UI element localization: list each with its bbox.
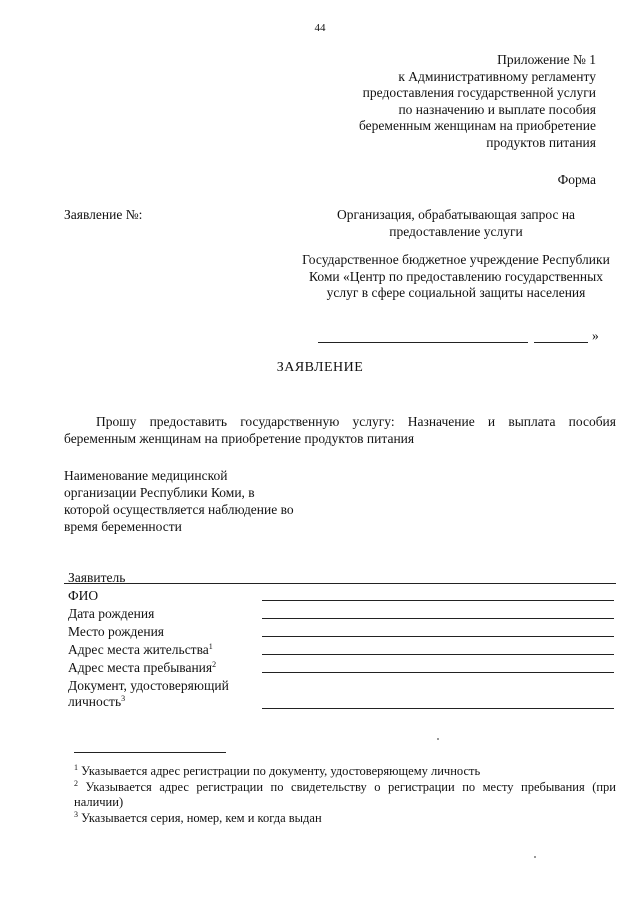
residence-address-line[interactable] (262, 654, 614, 655)
footnote-text: Указывается адрес регистрации по документу, удостоверяющему личность (81, 764, 481, 778)
footnote-mark: 3 (74, 809, 78, 819)
footnote-mark: 2 (74, 778, 78, 788)
birth-place-line[interactable] (262, 636, 614, 637)
appendix-line: Приложение № 1 (497, 52, 596, 67)
identity-document-field (68, 678, 258, 710)
medical-organization-label: Наименование медицинской организации Республики Коми, в которой осуществляется наблюдение во время беременности (64, 468, 294, 534)
appendix-line: предоставления государственной услуги (362, 85, 596, 100)
scan-speck (437, 738, 439, 740)
footnote-item (74, 811, 616, 827)
closing-quote: » (592, 328, 599, 343)
identity-document-line[interactable] (262, 708, 614, 709)
appendix-line: продуктов питания (486, 134, 596, 150)
appendix-header (276, 52, 596, 151)
scan-speck (534, 856, 536, 858)
footnote-mark: 3 (121, 694, 126, 703)
footnote-text: Указывается серия, номер, кем и когда выдан (81, 810, 322, 825)
request-text: Прошу предоставить государственную услугу: Назначение и выплата пособия беременным женщинам на приобретение продуктов питания (64, 414, 616, 446)
organization-name: Государственное бюджетное учреждение Республики Коми «Центр по предоставлению государственных услуг в сфере социальной защиты населения (302, 252, 610, 300)
fill-line-long (318, 342, 528, 343)
application-number-label: Заявление №: (64, 207, 143, 222)
organization-processing-label: Организация, обрабатывающая запрос на предоставление услуги (336, 207, 576, 239)
appendix-line: беременным женщинам на приобретение (358, 118, 596, 133)
footnote-mark: 1 (208, 642, 213, 651)
footnotes (74, 764, 616, 826)
document-title: ЗАЯВЛЕНИЕ (276, 360, 364, 375)
residence-address-field (68, 642, 213, 658)
applicant-header-line (64, 583, 616, 584)
birth-date-line[interactable] (262, 618, 614, 619)
stay-address-line[interactable] (262, 672, 614, 673)
appendix-line: по назначению и выплате пособия (398, 101, 596, 117)
residence-address-label: Адрес места жительства (68, 642, 209, 657)
organization-fill-line[interactable] (318, 330, 610, 344)
stay-address-field (68, 660, 216, 676)
footnote-text: Указывается адрес регистрации по свидетельству о регистрации по месту пребывания (при наличии) (74, 779, 616, 809)
fio-label: ФИО (68, 588, 99, 603)
organization-block (300, 207, 612, 302)
page-number: 44 (314, 22, 326, 34)
footnote-separator (74, 752, 226, 753)
footnote-item (74, 780, 616, 811)
fio-line[interactable] (262, 600, 614, 601)
fill-line-short (534, 342, 588, 343)
birth-place-label: Место рождения (68, 624, 165, 639)
appendix-line: к Административному регламенту (398, 68, 596, 84)
birth-date-label: Дата рождения (68, 606, 155, 621)
footnote-mark: 2 (212, 660, 217, 669)
applicant-header: Заявитель (68, 570, 126, 585)
footnote-item (74, 764, 616, 780)
identity-document-label: Документ, удостоверяющий личность (68, 678, 229, 709)
stay-address-label: Адрес места пребывания (68, 660, 213, 675)
footnote-mark: 1 (74, 763, 78, 772)
form-label: Форма (557, 172, 596, 187)
